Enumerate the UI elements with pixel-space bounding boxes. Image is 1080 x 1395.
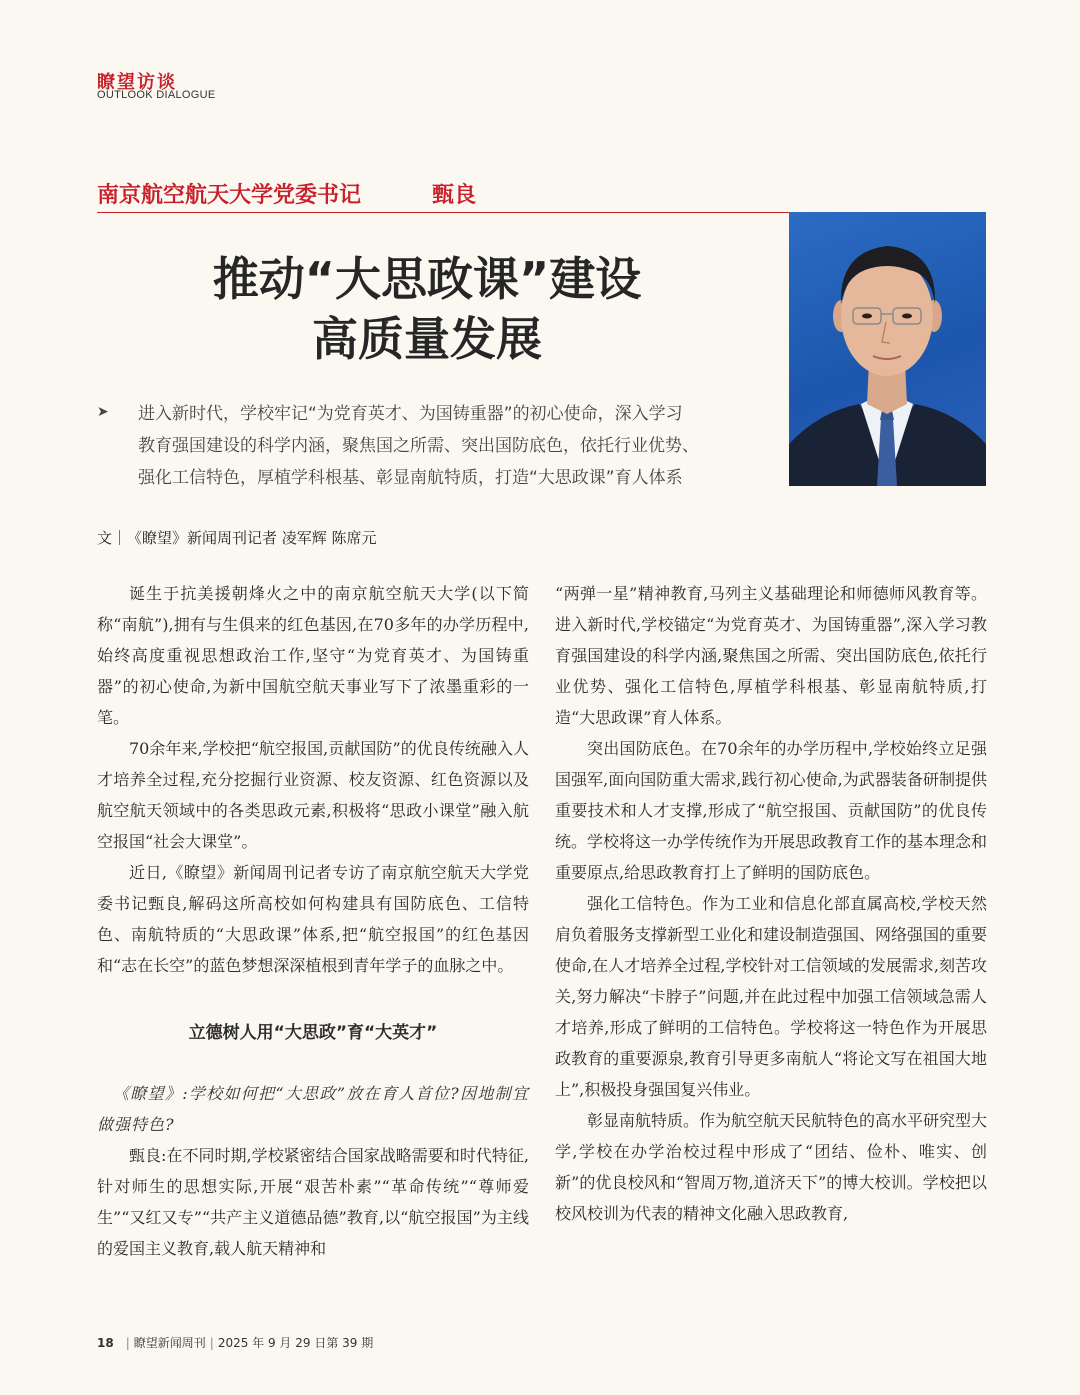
paragraph: 强化工信特色。作为工业和信息化部直属高校,学校天然肩负着服务支撑新型工业化和建设制造强国、网络强国的重要使命,在人才培养全过程,学校针对工信领域的发展需求,刻苦攻关,努力解决“卡脖子”问题,并在此过程中加强工信领域急需人才培养,形成了鲜明的工信特色。学校将这一特色作为开展思政教育的重要源泉,教育引导更多南航人“将论文写在祖国大地上”,积极投身强国复兴伟业。 [555, 894, 988, 1099]
lead-paragraph [138, 398, 778, 494]
article-title-line2: 高质量发展 [312, 312, 542, 366]
article-column-right [555, 578, 987, 1229]
paragraph: “两弹一星”精神教育,马列主义基础理论和师德师风教育等。进入新时代,学校锚定“为党育英才、为国铸重器”,深入学习教育强国建设的科学内涵,聚焦国之所需、突出国防底色,依托行业优势、强化工信特色,厚植学科根基、彰显南航特质,打造“大思政课”育人体系。 [555, 584, 987, 727]
brand-title: 瞭望访谈 [97, 72, 177, 93]
interviewee-name: 甄良 [432, 183, 477, 208]
magazine-name: 瞭望新闻周刊 [133, 1336, 206, 1350]
paragraph: 彰显南航特质。作为航空航天民航特色的高水平研究型大学,学校在办学治校过程中形成了“团结、俭朴、唯实、创新”的优良校风和“智周万物,道济天下”的博大校训。学校把以校风校训为代表的精神文化融入思政教育, [555, 1111, 988, 1223]
lead-line: 教育强国建设的科学内涵，聚焦国之所需、突出国防底色，依托行业优势、 [138, 436, 699, 456]
paragraph: 70余年来,学校把“航空报国,贡献国防”的优良传统融入人才培养全过程,充分挖掘行业资源、校友资源、红色资源以及航空航天领域中的各类思政元素,积极将“思政小课堂”融入航空报国“社会大课堂”。 [97, 739, 529, 851]
paragraph: 近日,《瞭望》新闻周刊记者专访了南京航空航天大学党委书记甄良,解码这所高校如何构建具有国防底色、工信特色、南航特质的“大思政课”体系,把“航空报国”的红色基因和“志在长空”的蓝色梦想深深植根到青年学子的血脉之中。 [97, 863, 529, 975]
lead-line: 强化工信特色，厚植学科根基、彰显南航特质，打造“大思政课”育人体系 [138, 468, 683, 488]
issue-info: 2025 年 9 月 29 日第 39 期 [217, 1336, 374, 1350]
lead-arrow-icon: ➤ [97, 404, 109, 420]
author-credit: 文｜《瞭望》新闻周刊记者 凌军辉 陈席元 [97, 529, 377, 547]
paragraph: 突出国防底色。在70余年的办学历程中,学校始终立足强国强军,面向国防重大需求,践行初心使命,为武器装备研制提供重要技术和人才支撑,形成了“航空报国、贡献国防”的优良传统。学校将这一办学传统作为开展思政教育工作的基本理念和重要原点,给思政教育打上了鲜明的国防底色。 [555, 739, 988, 882]
section-heading: 立德树人用“大思政”育“大英才” [188, 1023, 438, 1043]
page-footer: 18 | 瞭望新闻周刊 | 2025 年 9 月 29 日第 39 期 [97, 1336, 374, 1350]
interviewee-role: 南京航空航天大学党委书记 [97, 183, 362, 208]
article-title-line1: 推动“大思政课”建设 [212, 252, 642, 306]
interview-question: 《瞭望》:学校如何把“大思政”放在育人首位?因地制宜做强特色? [97, 1084, 529, 1134]
brand-subtitle: OUTLOOK DIALOGUE [97, 89, 216, 101]
page-number: 18 [97, 1336, 114, 1350]
paragraph: 诞生于抗美援朝烽火之中的南京航空航天大学(以下简称“南航”),拥有与生俱来的红色基因,在70多年的办学历程中,始终高度重视思想政治工作,坚守“为党育英才、为国铸重器”的初心使命,为新中国航空航天事业写下了浓墨重彩的一笔。 [97, 584, 529, 727]
portrait-illustration [789, 212, 986, 486]
article-column-left [97, 578, 529, 1264]
header-rule [97, 212, 789, 213]
paragraph: 甄良:在不同时期,学校紧密结合国家战略需要和时代特征,针对师生的思想实际,开展“艰苦朴素”“革命传统”“尊师爱生”“又红又专”“共产主义道德品德”教育,以“航空报国”为主线的爱国主义教育,载人航天精神和 [97, 1146, 529, 1258]
portrait-photo [789, 212, 986, 486]
lead-line: 进入新时代，学校牢记“为党育英才、为国铸重器”的初心使命，深入学习 [138, 404, 683, 424]
